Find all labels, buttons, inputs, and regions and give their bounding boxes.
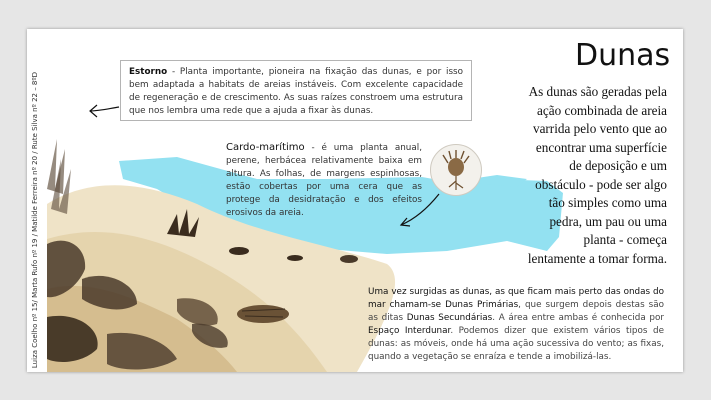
- dune-types-p4: . Podemos dizer que existem vários tipos de dunas: as móveis, onde há uma ação sucessiva do vento; as fixas, quando a vegetação se enraíza e tende a imobilizá-las.: [368, 326, 664, 362]
- estorno-term: Estorno: [129, 67, 168, 77]
- estorno-description: - Planta importante, pioneira na fixação das dunas, e por isso bem adaptada a habitats de areias instáveis. Com excelente capacidade de regeneração e de crescimento. As suas raízes constroem uma estrutura que nos lembra uma rede que a ajuda a fixar às dunas.: [129, 67, 463, 116]
- dune-types-p1: Uma vez surgidas as dunas, as que ficam mais perto das ondas do mar chamam-se: [368, 287, 664, 310]
- cardo-term: Cardo-marítimo: [226, 142, 305, 153]
- cardo-textbox: [226, 141, 422, 220]
- thistle-image: [430, 144, 482, 196]
- authors-credit: Luiza Coelho nº 15/ Marta Rufo nº 19 / Matilde Ferreira nº 20 / Rute Silva nº 22 – 8ºD: [31, 71, 39, 369]
- term-primarias: Dunas Primárias: [445, 300, 519, 310]
- cardo-description: - é uma planta anual, perene, herbácea relativamente baixa em altura. As folhas, de margens espinhosas, estão cobertas por uma cera que as protege da desidratação e dos efeitos erosivos da areia.: [226, 143, 422, 218]
- dune-types-p3: . A área entre ambas é conhecida por: [492, 313, 665, 323]
- intro-text: As dunas são geradas pela ação combinada de areia varrida pelo vento que ao encontrar uma superfície de deposição e um obstáculo - pode ser algo tão simples como uma pedra, um pau ou uma planta - começa lentamente a tomar forma.: [527, 84, 667, 266]
- term-secundarias: Dunas Secundárias: [406, 313, 493, 323]
- dune-types-text: [368, 286, 664, 364]
- dune-types-p2: , que surgem depois destas são as ditas: [368, 300, 664, 323]
- page-title: Dunas: [575, 38, 671, 73]
- term-interdunar: Espaço Interdunar: [368, 326, 451, 336]
- slide: [27, 29, 683, 372]
- estorno-textbox: [120, 60, 472, 121]
- driftwood: [237, 305, 289, 323]
